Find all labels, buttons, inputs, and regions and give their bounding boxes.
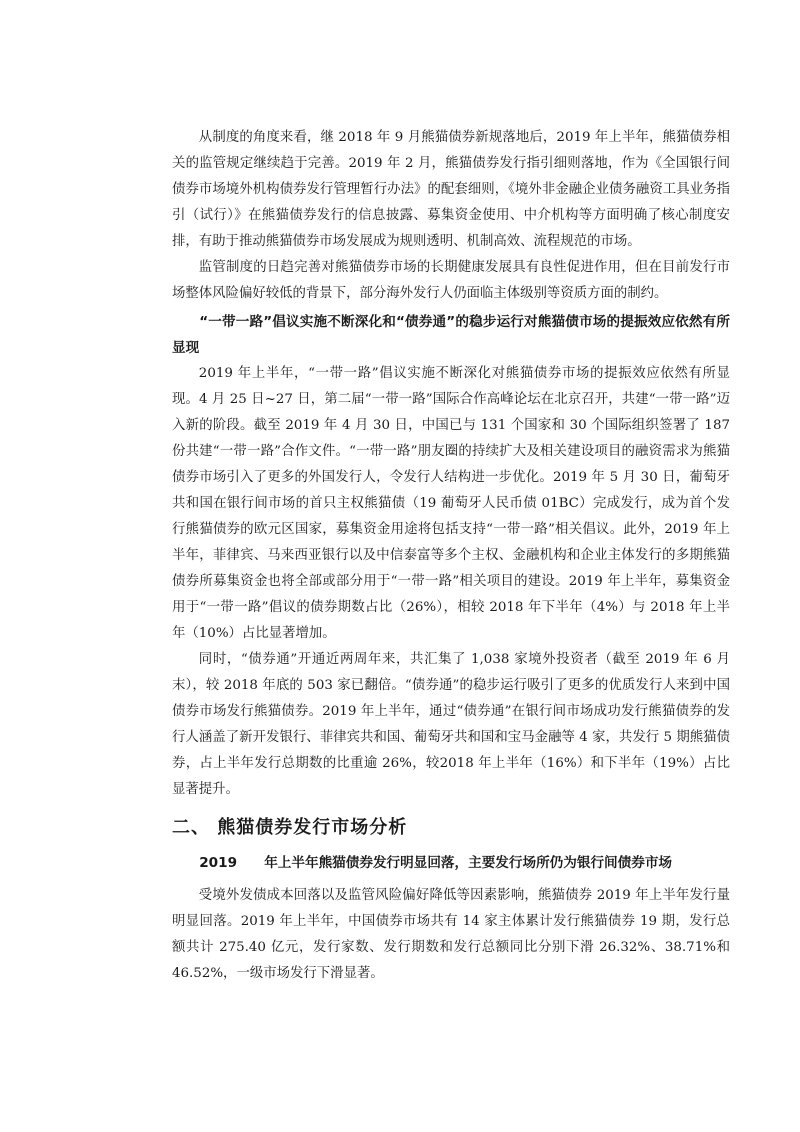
- paragraph-regulation: 从制度的角度来看，继 2018 年 9 月熊猫债券新规落地后，2019 年上半年，熊猫债券相关的监管规定继续趋于完善。2019 年 2 月，熊猫债券发行指引细则落地，作为《全国银行间债券市场境外机构债券发行管理暂行办法》的配套细则，《境外非金融企业债务融资工具业务指引（试行）》在熊猫债券发行的信息披露、募集资金使用、中介机构等方面明确了核心制度安排，有助于推动熊猫债券市场发展成为规则透明、机制高效、流程规范的市场。: [172, 130, 730, 249]
- subheading-issuance: 2019 年上半年熊猫债券发行明显回落，主要发行场所仍为银行间债券市场: [199, 855, 673, 871]
- document-page: [172, 125, 730, 987]
- section-title: 二、 熊猫债券发行市场分析: [172, 817, 408, 838]
- paragraph-issuance: 受境外发债成本回落以及监管风险偏好降低等因素影响，熊猫债券 2019 年上半年发行量明显回落。2019 年上半年，中国债券市场共有 14 家主体累计发行熊猫债券 19 期，发行总额共计 275.40 亿元，发行家数、发行期数和发行总额同比分别下滑 26.32%、38.71%和 46.52%，一级市场发行下滑显著。: [172, 888, 730, 981]
- paragraph-bond-connect: 同时，“债券通”开通近两周年来，共汇集了 1,038 家境外投资者（截至 2019 年 6 月末），较 2018 年底的 503 家已翻倍。“债券通”的稳步运行吸引了更多的优质发行人来到中国债券市场发行熊猫债券。2019 年上半年，通过“债券通”在银行间市场成功发行熊猫债券的发行人涵盖了新开发银行、菲律宾共和国、葡萄牙共和国和宝马金融等 4 家，共发行 5 期熊猫债券，占上半年发行总期数的比重逾 26%，较2018 年上半年（16%）和下半年（19%）占比显著提升。: [172, 652, 730, 797]
- subheading-belt-road: “一带一路”倡议实施不断深化和“债券通”的稳步运行对熊猫债市场的提振效应依然有所显现: [172, 314, 730, 356]
- paragraph-belt-road: 2019 年上半年，“一带一路”倡议实施不断深化对熊猫债券市场的提振效应依然有所显现。4 月 25 日~27 日，第二届“一带一路”国际合作高峰论坛在北京召开，共建“一带一路”迈入新的阶段。截至 2019 年 4 月 30 日，中国已与 131 个国家和 30 个国际组织签署了 187 份共建“一带一路”合作文件。“一带一路”朋友圈的持续扩大及相关建设项目的融资需求为熊猫债券市场引入了更多的外国发行人，令发行人结构进一步优化。2019 年 5 月 30 日，葡萄牙共和国在银行间市场的首只主权熊猫债（19 葡萄牙人民币债 01BC）完成发行，成为首个发行熊猫债券的欧元区国家，募集资金用途将包括支持“一带一路”相关倡议。此外，2019 年上半年，菲律宾、马来西亚银行以及中信泰富等多个主权、金融机构和企业主体发行的多期熊猫债券所募集资金也将全部或部分用于“一带一路”相关项目的建设。2019 年上半年，募集资金用于“一带一路”倡议的债券期数占比（26%），相较 2018 年下半年（4%）与 2018 年上半年（10%）占比显著增加。: [172, 366, 730, 641]
- paragraph-risk: 监管制度的日趋完善对熊猫债券市场的长期健康发展具有良性促进作用，但在目前发行市场整体风险偏好较低的背景下，部分海外发行人仍面临主体级别等资质方面的制约。: [172, 260, 730, 301]
